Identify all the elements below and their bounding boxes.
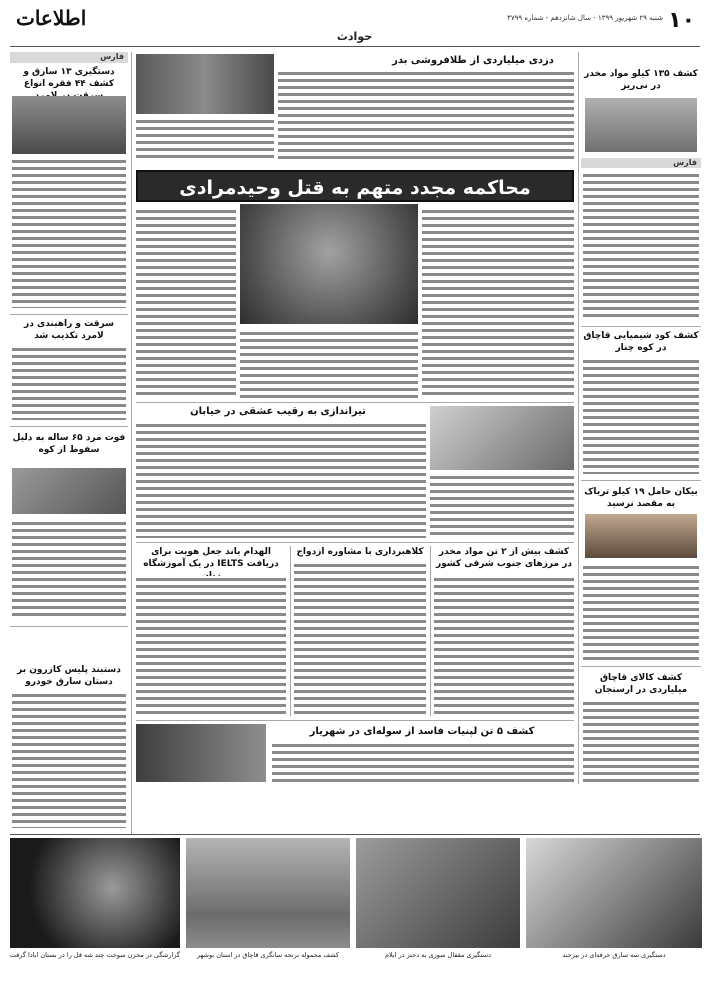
row3-col2-title: کلاهبرداری با مشاوره ازدواج: [296, 547, 424, 557]
story-photo: [585, 98, 697, 152]
issue-date-line: شنبه ۲۹ شهریور ۱۳۹۹ - سال شانزدهم - شماره ۴۷۹۹: [507, 14, 663, 22]
divider: [10, 834, 700, 835]
story-title: کشف کالای قاچاق میلیاردی در ارسنجان: [594, 673, 688, 695]
bottom-caption-3: کشف محموله برنجه سانگری قاچاق در استان بوشهر: [196, 951, 340, 959]
divider: [10, 314, 128, 315]
right-column: [581, 52, 701, 784]
divider: [136, 402, 574, 403]
row3-col1-body: [136, 576, 286, 716]
bottom-photo-3: [186, 838, 350, 948]
story-title: سرقت و راهبندی در لامرد تکذیب شد: [24, 319, 114, 341]
bottom-caption-2: دستگیری مقفال سوزی به دختر در ایلام: [384, 951, 492, 959]
divider: [581, 666, 701, 667]
left-column: [10, 52, 128, 834]
row3-col3-title: کشف بیش از ۲ تن مواد مخدر در مرزهای جنوب شرقی کشور: [435, 547, 573, 569]
mid-story-title: تیراندازی به رقیب عشقی در خیابان: [190, 406, 366, 417]
row3-col1-title: الهدام باند جعل هویت برای دریافت IELTS در یک آموزشگاه: [143, 547, 279, 569]
mid-story-body: [430, 474, 574, 538]
divider: [10, 626, 128, 627]
column-rule: [430, 546, 431, 716]
column-rule: [290, 546, 291, 716]
divider: [136, 720, 574, 721]
section-tag: فارس: [100, 52, 124, 61]
lead-body: [240, 330, 418, 398]
story-title: کشف ۱۳۵ کیلو مواد مخدر در نی‌ریز: [584, 69, 698, 91]
row4-body: [272, 742, 574, 782]
story-title: کشف کود شیمیایی قاچاق در کوه چنار: [583, 331, 699, 353]
section-title: حوادث: [336, 30, 373, 43]
page-header: [0, 0, 709, 50]
mid-story-body: [136, 422, 426, 538]
top-story-body: [136, 118, 274, 162]
top-story-photo: [136, 54, 274, 114]
header-rule: [10, 46, 700, 47]
divider: [581, 326, 701, 327]
newspaper-logo: اطلاعات: [16, 6, 87, 30]
row4-photo: [136, 724, 266, 782]
story-photo: [585, 514, 697, 558]
story-title: دستبند پلیس کازرون بر دستان سارق خودرو: [17, 665, 121, 687]
story-title: بیکان حامل ۱۹ کیلو تریاک به مقصد نرسید: [584, 487, 698, 509]
top-story-body: [278, 70, 574, 162]
story-body: [583, 358, 699, 474]
column-rule: [131, 52, 132, 834]
lead-body: [422, 208, 574, 398]
section-tag-bar: [581, 158, 701, 168]
section-tag-bar: [10, 52, 128, 63]
story-body: [583, 564, 699, 660]
lead-title: محاکمه مجدد متهم به قتل وحیدمرادی: [179, 177, 531, 199]
top-story-title: دزدی میلیاردی از طلافروشی بدر: [392, 55, 554, 66]
story-photo: [12, 468, 126, 514]
lead-photo: [240, 204, 418, 324]
story-photo: [12, 96, 126, 154]
story-body: [583, 700, 699, 782]
bottom-caption-1: دستگیری سه سارق حرفه‌ای در بیرجند: [562, 951, 666, 959]
column-rule: [578, 52, 579, 784]
story-body: [12, 158, 126, 308]
bottom-photo-1: [526, 838, 702, 948]
lead-banner: [136, 170, 574, 202]
divider: [581, 480, 701, 481]
story-body: [583, 172, 699, 320]
row3-col2-body: [294, 562, 426, 716]
story-body: [12, 520, 126, 620]
mid-story-photo: [430, 406, 574, 470]
page-number: ۱۰: [668, 8, 695, 33]
story-title: دستگیری ۱۳ سارق و کشف ۴۴ فقره انواع: [23, 67, 115, 89]
bottom-photo-4: [10, 838, 180, 948]
story-body: [12, 692, 126, 828]
row4-title: کشف ۵ تن لپنیات فاسد از سوله‌ای در شهریار: [309, 726, 535, 737]
section-tag: فارس: [673, 158, 697, 167]
divider: [136, 542, 574, 543]
divider: [10, 426, 128, 427]
story-body: [12, 346, 126, 420]
bottom-photo-2: [356, 838, 520, 948]
story-title: فوت مرد ۶۵ ساله به دلیل سقوط از کوه: [12, 433, 126, 455]
row3-col3-body: [434, 576, 574, 716]
bottom-caption-4: گزارشگی در مخزن سوخت چند شه قل را در بستان ابادا گرفت: [10, 951, 180, 959]
lead-body: [136, 208, 236, 398]
